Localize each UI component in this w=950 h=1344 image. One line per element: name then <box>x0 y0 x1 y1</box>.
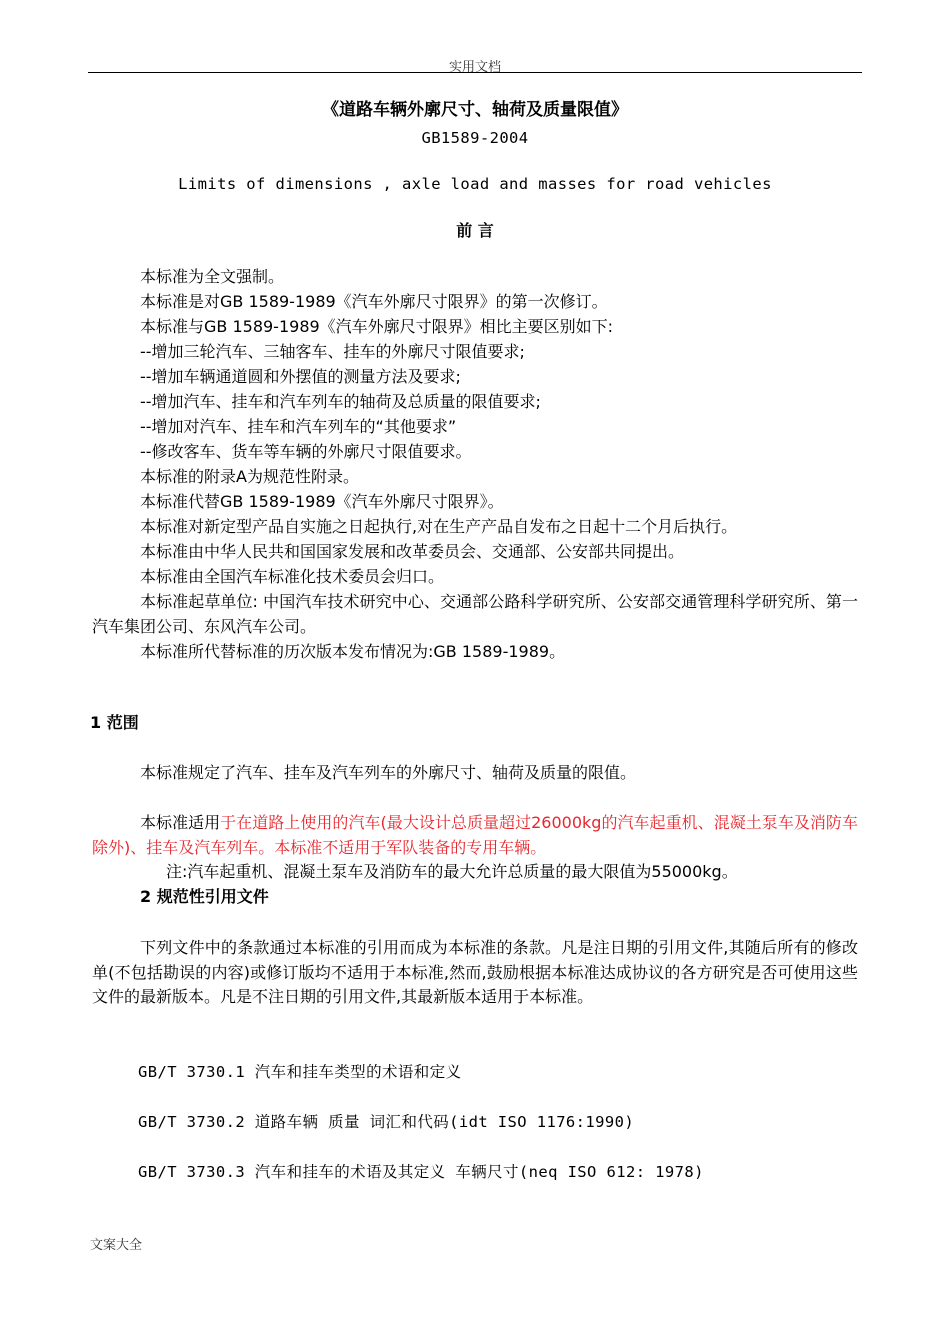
header-rule <box>88 72 862 73</box>
preface-line: 本标准由中华人民共和国国家发展和改革委员会、交通部、公安部共同提出。 <box>140 542 685 561</box>
preface-line: --增加车辆通道圆和外摆值的测量方法及要求; <box>140 367 461 386</box>
english-title: Limits of dimensions , axle load and masses for road vehicles <box>178 175 772 193</box>
applicability-highlight: 于在道路上使用的汽车(最大设计总质量超过26000kg的汽车起重机、混凝土泵车及消防车除外)、挂车及汽车列车。本标准不适用于军队装备的专用车辆。 <box>92 813 858 857</box>
preface-line: --修改客车、货车等车辆的外廓尺寸限值要求。 <box>140 442 472 461</box>
preface-drafters: 本标准起草单位: 中国汽车技术研究中心、交通部公路科学研究所、公安部交通管理科学研究所、第一汽车集团公司、东风汽车公司。 <box>92 592 858 636</box>
section-1-paragraph: 本标准规定了汽车、挂车及汽车列车的外廓尺寸、轴荷及质量的限值。 <box>140 763 637 782</box>
reference-item: GB/T 3730.2 道路车辆 质量 词汇和代码(idt ISO 1176:1990) <box>138 1113 635 1131</box>
preface-line: 本标准为全文强制。 <box>140 267 285 286</box>
section-1-heading: 1 范围 <box>90 713 139 732</box>
preface-line: 本标准的附录A为规范性附录。 <box>140 467 359 486</box>
document-title: 《道路车辆外廓尺寸、轴荷及质量限值》 <box>322 100 628 120</box>
preface-line: --增加汽车、挂车和汽车列车的轴荷及总质量的限值要求; <box>140 392 541 411</box>
preface-history: 本标准所代替标准的历次版本发布情况为:GB 1589-1989。 <box>140 642 566 661</box>
standard-code: GB1589-2004 <box>421 129 529 147</box>
preface-line: 本标准由全国汽车标准化技术委员会归口。 <box>140 567 445 586</box>
section-1-note: 注:汽车起重机、混凝土泵车及消防车的最大允许总质量的最大限值为55000kg。 <box>166 862 738 881</box>
preface-line: 本标准代替GB 1589-1989《汽车外廓尺寸限界》。 <box>140 492 504 511</box>
reference-item: GB/T 3730.3 汽车和挂车的术语及其定义 车辆尺寸(neq ISO 612: 1978) <box>138 1163 704 1181</box>
section-2-intro: 下列文件中的条款通过本标准的引用而成为本标准的条款。凡是注日期的引用文件,其随后所有的修改单(不包括勘误的内容)或修订版均不适用于本标准,然而,鼓励根据本标准达成协议的各方研究是否可使用这些文件的最新版本。凡是不注日期的引用文件,其最新版本适用于本标准。 <box>92 938 858 1006</box>
applicability-prefix: 本标准适用 <box>140 813 221 832</box>
page-header: 实用文档 <box>448 60 501 75</box>
page-footer: 文案大全 <box>90 1238 143 1253</box>
preface-line: 本标准与GB 1589-1989《汽车外廓尺寸限界》相比主要区别如下: <box>140 317 614 336</box>
preface-line: 本标准是对GB 1589-1989《汽车外廓尺寸限界》的第一次修订。 <box>140 292 608 311</box>
preface-heading: 前 言 <box>456 221 494 240</box>
preface-line: 本标准对新定型产品自实施之日起执行,对在生产产品自发布之日起十二个月后执行。 <box>140 517 738 536</box>
preface-line: --增加对汽车、挂车和汽车列车的“其他要求” <box>140 417 457 436</box>
preface-line: --增加三轮汽车、三轴客车、挂车的外廓尺寸限值要求; <box>140 342 525 361</box>
reference-item: GB/T 3730.1 汽车和挂车类型的术语和定义 <box>138 1063 462 1081</box>
section-2-heading: 2 规范性引用文件 <box>140 887 269 906</box>
section-1-applicability <box>92 811 858 860</box>
